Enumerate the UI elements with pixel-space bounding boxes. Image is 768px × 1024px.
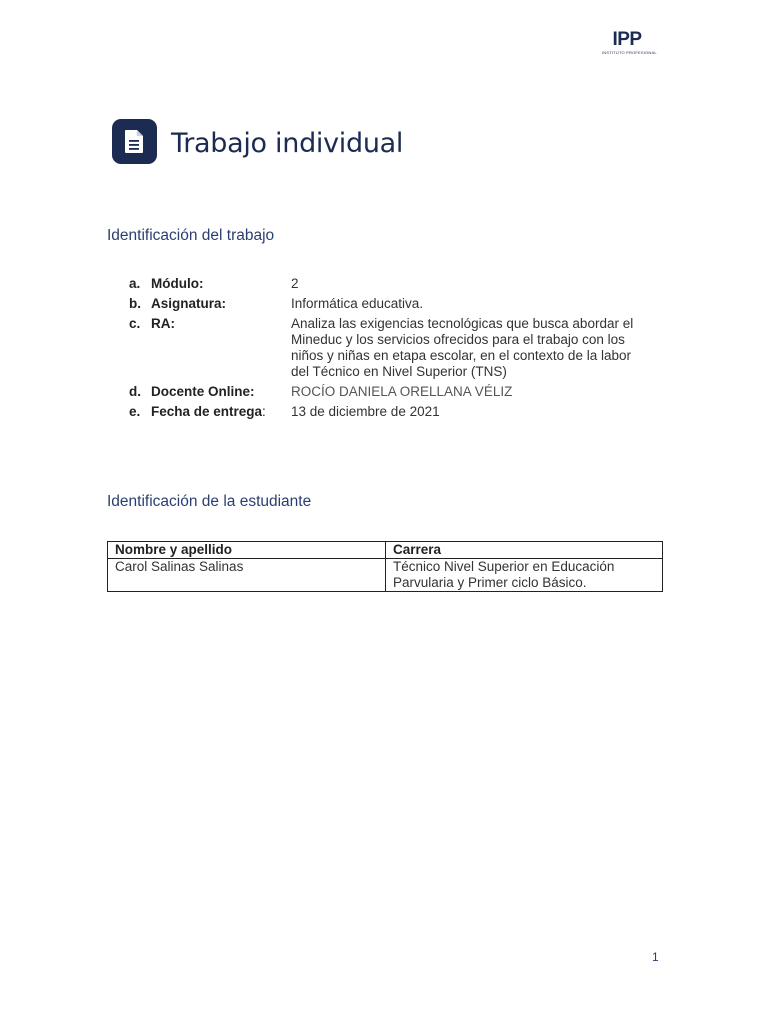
item-letter: d. (129, 384, 141, 399)
student-table (107, 541, 663, 592)
item-value: 2 (291, 276, 299, 291)
item-letter: e. (129, 404, 141, 419)
logo-text: IPP (612, 29, 642, 50)
table-header-row (108, 542, 663, 559)
item-label-colon: : (262, 404, 266, 419)
item-label: RA: (151, 316, 175, 331)
item-value: 13 de diciembre de 2021 (291, 404, 440, 419)
info-row-asignatura (129, 296, 669, 312)
logo-subtext: INSTITUTO PROFESIONAL (602, 50, 657, 55)
table-cell-carrera: Técnico Nivel Superior en Educación Parvularia y Primer ciclo Básico. (386, 559, 663, 592)
item-value: Informática educativa. (291, 296, 424, 311)
item-label: Asignatura: (151, 296, 227, 311)
table-cell-nombre: Carol Salinas Salinas (108, 559, 386, 592)
info-row-modulo (129, 276, 669, 292)
info-row-fecha (129, 404, 669, 420)
ipp-logo (602, 29, 657, 55)
item-letter: b. (129, 296, 141, 311)
item-label: Módulo: (151, 276, 204, 291)
item-label: Docente Online: (151, 384, 255, 399)
info-row-docente (129, 384, 669, 400)
section-heading-estudiante: Identificación de la estudiante (107, 493, 312, 510)
table-header-nombre: Nombre y apellido (108, 542, 386, 559)
document-icon (112, 119, 157, 164)
section-heading-trabajo: Identificación del trabajo (107, 227, 275, 244)
page-title: Trabajo individual (171, 128, 404, 159)
page-number: 1 (652, 950, 659, 964)
table-row (108, 559, 663, 592)
item-label-text: Fecha de entrega (151, 404, 263, 419)
item-value: ROCÍO DANIELA ORELLANA VÉLIZ (291, 384, 513, 399)
info-row-ra (129, 316, 669, 380)
item-label (151, 404, 291, 420)
item-letter: c. (129, 316, 141, 331)
table-header-carrera: Carrera (386, 542, 663, 559)
item-letter: a. (129, 276, 141, 291)
item-value: Analiza las exigencias tecnológicas que busca abordar el Mineduc y los servicios ofrecidos para el trabajo con los niños y niñas en etapa escolar, en el contexto de la labor del Técnico en Nivel Superior (TNS) (291, 316, 634, 379)
work-info-list (129, 276, 669, 424)
